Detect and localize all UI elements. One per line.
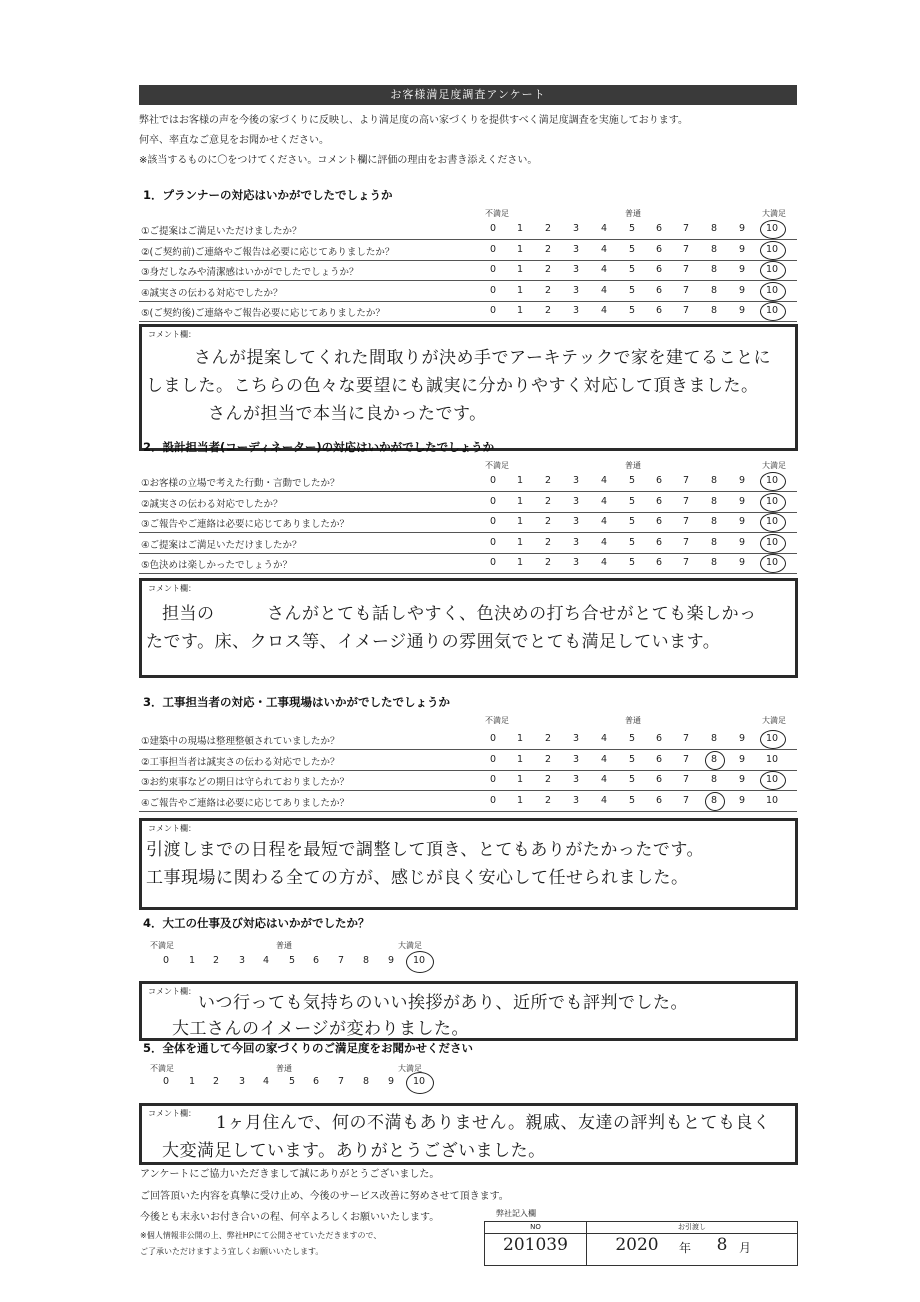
rating-option-0[interactable]: 0: [489, 284, 497, 296]
rating-option-1[interactable]: 1: [516, 753, 524, 765]
rating-option-2[interactable]: 2: [544, 495, 552, 507]
question-text: ④ご提案はご満足いただけましたか？: [141, 539, 302, 551]
rating-option-9[interactable]: 9: [738, 305, 746, 316]
rating-option-5[interactable]: 5: [288, 955, 296, 966]
rating-option-1[interactable]: 1: [516, 495, 524, 507]
comment-label: コメント欄：: [148, 1109, 196, 1118]
footer-line-2: ご回答頂いた内容を真摯に受け止め、今後のサービス改善に努めさせて頂きます。: [140, 1191, 509, 1202]
rating-option-6[interactable]: 6: [655, 516, 663, 527]
scale-low-label: 不満足: [485, 461, 509, 470]
rating-option-5[interactable]: 5: [628, 243, 636, 255]
rating-option-7[interactable]: 7: [682, 475, 690, 486]
rating-option-5[interactable]: 5: [628, 284, 636, 296]
rating-option-5[interactable]: 5: [628, 774, 636, 785]
selected-rating-circle: [760, 513, 786, 532]
rating-option-10[interactable]: 10: [765, 557, 779, 568]
rating-option-3[interactable]: 3: [572, 516, 580, 527]
section-2-comment-line-2: たです。床、クロス等、イメージ通りの雰囲気でとても満足しています。: [146, 632, 721, 652]
rating-option-6[interactable]: 6: [655, 536, 663, 548]
rating-option-3[interactable]: 3: [572, 223, 580, 234]
rating-option-2[interactable]: 2: [544, 753, 552, 765]
survey-title: お客様満足度調査アンケート: [390, 88, 546, 101]
rating-option-5[interactable]: 5: [628, 223, 636, 234]
rating-option-6[interactable]: 6: [655, 794, 663, 806]
rating-option-6[interactable]: 6: [655, 284, 663, 296]
selected-rating-circle: [760, 241, 786, 260]
rating-option-9[interactable]: 9: [738, 223, 746, 234]
rating-option-5[interactable]: 5: [628, 475, 636, 486]
rating-option-2[interactable]: 2: [212, 1076, 220, 1087]
rating-option-9[interactable]: 9: [738, 794, 746, 806]
footer-note-2: ご了承いただけますよう宜しくお願いいたします。: [140, 1247, 324, 1256]
rating-option-1[interactable]: 1: [516, 305, 524, 316]
rating-option-0[interactable]: 0: [489, 557, 497, 568]
question-row: [139, 553, 797, 574]
rating-option-7[interactable]: 7: [682, 284, 690, 296]
question-row: [139, 301, 797, 322]
rating-option-5[interactable]: 5: [628, 536, 636, 548]
rating-option-6[interactable]: 6: [655, 264, 663, 275]
rating-option-8[interactable]: 8: [710, 495, 718, 507]
rating-option-6[interactable]: 6: [312, 955, 320, 966]
rating-option-8[interactable]: 8: [710, 284, 718, 296]
rating-option-8[interactable]: 8: [710, 733, 718, 744]
rating-option-9[interactable]: 9: [738, 284, 746, 296]
rating-option-8[interactable]: 8: [710, 264, 718, 275]
section-3-comment-box: [139, 818, 798, 910]
rating-option-3[interactable]: 3: [572, 536, 580, 548]
rating-option-2[interactable]: 2: [544, 475, 552, 486]
rating-option-6[interactable]: 6: [655, 243, 663, 255]
rating-option-10[interactable]: 10: [765, 733, 779, 744]
selected-rating-circle: [705, 792, 725, 811]
rating-option-4[interactable]: 4: [600, 243, 608, 255]
rating-option-10[interactable]: 10: [765, 536, 779, 548]
rating-option-5[interactable]: 5: [628, 557, 636, 568]
rating-option-3[interactable]: 3: [572, 475, 580, 486]
rating-option-9[interactable]: 9: [738, 264, 746, 275]
comment-label: コメント欄：: [148, 824, 196, 833]
scale-low-label: 不満足: [150, 1064, 174, 1073]
question-text: ③身だしなみや清潔感はいかがでしたでしょうか？: [141, 267, 359, 278]
rating-option-0[interactable]: 0: [489, 774, 497, 785]
rating-option-3[interactable]: 3: [572, 264, 580, 275]
rating-option-1[interactable]: 1: [516, 243, 524, 255]
rating-option-8[interactable]: 8: [710, 794, 718, 806]
rating-option-3[interactable]: 3: [572, 753, 580, 765]
section-5-comment-box: [139, 1103, 798, 1165]
rating-option-2[interactable]: 2: [544, 305, 552, 316]
rating-option-1[interactable]: 1: [516, 774, 524, 785]
rating-option-6[interactable]: 6: [655, 557, 663, 568]
rating-option-8[interactable]: 8: [362, 955, 370, 966]
rating-option-7[interactable]: 7: [682, 243, 690, 255]
question-row: [139, 492, 797, 513]
handover-month: 8: [716, 1235, 728, 1255]
rating-option-0[interactable]: 0: [489, 223, 497, 234]
rating-option-1[interactable]: 1: [516, 264, 524, 275]
selected-rating-circle: [705, 751, 725, 770]
rating-option-8[interactable]: 8: [710, 516, 718, 527]
rating-option-0[interactable]: 0: [489, 794, 497, 806]
selected-rating-circle: [760, 493, 786, 512]
rating-option-3[interactable]: 3: [238, 1076, 246, 1087]
scale-high-label: 大満足: [762, 209, 786, 218]
section-1-title: 1．プランナーの対応はいかがでしたでしょうか: [143, 188, 393, 202]
selected-rating-circle: [760, 282, 786, 301]
question-text: ⑤色決めは楽しかったでしょうか？: [141, 560, 293, 571]
rating-option-7[interactable]: 7: [682, 516, 690, 527]
rating-option-7[interactable]: 7: [682, 733, 690, 744]
rating-option-3[interactable]: 3: [572, 733, 580, 744]
rating-option-4[interactable]: 4: [600, 264, 608, 275]
section-5-title: 5．全体を通して今回の家づくりのご満足度をお聞かせください: [143, 1041, 473, 1055]
question-row: [139, 471, 797, 492]
rating-option-6[interactable]: 6: [655, 753, 663, 765]
rating-option-4[interactable]: 4: [600, 774, 608, 785]
no-header: NO: [485, 1222, 587, 1234]
question-row: [139, 219, 797, 240]
question-text: ④ご報告やご連絡は必要に応じてありましたか？: [141, 797, 350, 809]
rating-option-9[interactable]: 9: [738, 516, 746, 527]
rating-option-0[interactable]: 0: [489, 516, 497, 527]
rating-option-7[interactable]: 7: [682, 264, 690, 275]
rating-option-10[interactable]: 10: [765, 516, 779, 527]
rating-option-6[interactable]: 6: [655, 223, 663, 234]
rating-option-1[interactable]: 1: [516, 284, 524, 296]
rating-option-4[interactable]: 4: [600, 475, 608, 486]
question-row: [139, 240, 797, 261]
section-1-comment-box: [139, 324, 798, 451]
selected-rating-circle: [760, 534, 786, 553]
comment-label: コメント欄：: [148, 584, 196, 593]
section-4-comment-box: [139, 981, 798, 1041]
scale-high-label: 大満足: [398, 941, 422, 950]
rating-option-10[interactable]: 10: [765, 284, 779, 296]
scale-mid-label: 普通: [276, 941, 292, 950]
rating-option-9[interactable]: 9: [387, 1076, 395, 1087]
rating-option-8[interactable]: 8: [710, 753, 718, 765]
rating-option-4[interactable]: 4: [600, 284, 608, 296]
selected-rating-circle: [406, 1072, 434, 1094]
rating-option-10[interactable]: 10: [765, 753, 779, 765]
question-text: ①お客様の立場で考えた行動・言動でしたか？: [141, 478, 340, 489]
section-5-comment-line-2: 大変満足しています。ありがとうございました。: [162, 1141, 546, 1161]
scale-low-label: 不満足: [485, 716, 509, 725]
selected-rating-circle: [760, 472, 786, 491]
question-row: [139, 260, 797, 281]
question-text: ④誠実さの伝わる対応でしたか？: [141, 287, 283, 299]
question-text: ③お約束事などの期日は守られておりましたか？: [141, 777, 350, 788]
selected-rating-circle: [760, 261, 786, 280]
question-row: [139, 512, 797, 533]
section-3-comment-line-2: 工事現場に関わる全ての方が、感じが良く安心して任せられました。: [146, 868, 689, 888]
rating-option-2[interactable]: 2: [544, 733, 552, 744]
rating-option-6[interactable]: 6: [655, 305, 663, 316]
rating-option-1[interactable]: 1: [188, 955, 196, 966]
rating-option-6[interactable]: 6: [655, 475, 663, 486]
rating-option-9[interactable]: 9: [738, 733, 746, 744]
rating-option-7[interactable]: 7: [337, 955, 345, 966]
office-use-table: [484, 1221, 798, 1266]
handover-header: お引渡し: [587, 1222, 797, 1234]
rating-option-2[interactable]: 2: [544, 516, 552, 527]
rating-option-3[interactable]: 3: [572, 243, 580, 255]
rating-option-1[interactable]: 1: [516, 557, 524, 568]
footer-line-3: 今後とも末永いお付き合いの程、何卒よろしくお願いいたします。: [140, 1212, 440, 1223]
rating-option-5[interactable]: 5: [628, 753, 636, 765]
rating-option-7[interactable]: 7: [682, 223, 690, 234]
handover-year: 2020: [615, 1235, 659, 1255]
section-2-comment-box: [139, 578, 798, 678]
rating-option-9[interactable]: 9: [738, 536, 746, 548]
question-row: [139, 281, 797, 302]
selected-rating-circle: [760, 771, 786, 790]
intro-line-2: 何卒、率直なご意見をお聞かせください。: [139, 135, 329, 146]
rating-option-2[interactable]: 2: [544, 243, 552, 255]
rating-option-4[interactable]: 4: [600, 733, 608, 744]
rating-option-7[interactable]: 7: [682, 495, 690, 507]
footer-line-1: アンケートにご協力いただきまして誠にありがとうございました。: [140, 1169, 440, 1180]
rating-option-5[interactable]: 5: [628, 733, 636, 744]
rating-option-2[interactable]: 2: [544, 223, 552, 234]
rating-option-2[interactable]: 2: [544, 264, 552, 275]
scale-mid-label: 普通: [625, 461, 641, 470]
rating-option-4[interactable]: 4: [600, 536, 608, 548]
question-text: ③ご報告やご連絡は必要に応じてありましたか？: [141, 519, 350, 530]
rating-option-4[interactable]: 4: [600, 557, 608, 568]
rating-option-5[interactable]: 5: [288, 1076, 296, 1087]
rating-option-9[interactable]: 9: [738, 495, 746, 507]
rating-option-8[interactable]: 8: [710, 475, 718, 486]
rating-option-7[interactable]: 7: [682, 774, 690, 785]
rating-option-10[interactable]: 10: [765, 495, 779, 507]
rating-option-3[interactable]: 3: [572, 495, 580, 507]
rating-option-3[interactable]: 3: [572, 557, 580, 568]
rating-option-4[interactable]: 4: [600, 223, 608, 234]
no-value: 201039: [503, 1235, 568, 1255]
selected-rating-circle: [760, 554, 786, 573]
rating-option-8[interactable]: 8: [710, 774, 718, 785]
section-1-comment-line-1: さんが提案してくれた間取りが決め手でアーキテックで家を建てることに: [194, 348, 771, 368]
rating-option-2[interactable]: 2: [544, 774, 552, 785]
scale-mid-label: 普通: [276, 1064, 292, 1073]
rating-option-4[interactable]: 4: [600, 794, 608, 806]
section-4-comment-line-2: 大工さんのイメージが変わりました。: [172, 1019, 469, 1039]
question-text: ②工事担当者は誠実さの伝わる対応でしたか？: [141, 756, 340, 768]
rating-option-7[interactable]: 7: [682, 794, 690, 806]
rating-option-5[interactable]: 5: [628, 516, 636, 527]
rating-option-10[interactable]: 10: [765, 243, 779, 255]
rating-option-1[interactable]: 1: [516, 794, 524, 806]
question-row: [139, 729, 797, 750]
rating-option-5[interactable]: 5: [628, 264, 636, 275]
selected-rating-circle: [760, 730, 786, 749]
rating-option-1[interactable]: 1: [516, 475, 524, 486]
rating-option-0[interactable]: 0: [489, 495, 497, 507]
rating-option-4[interactable]: 4: [600, 305, 608, 316]
comment-label: コメント欄：: [148, 330, 196, 339]
selected-rating-circle: [406, 951, 434, 973]
rating-option-8[interactable]: 8: [710, 557, 718, 568]
scale-mid-label: 普通: [625, 209, 641, 218]
rating-option-0[interactable]: 0: [489, 264, 497, 275]
section-2-title: 2．設計担当者(コーディネーター)の対応はいかがでしたでしょうか: [143, 440, 495, 454]
question-row: [139, 533, 797, 554]
rating-option-3[interactable]: 3: [572, 774, 580, 785]
rating-option-5[interactable]: 5: [628, 305, 636, 316]
rating-option-0[interactable]: 0: [489, 243, 497, 255]
question-text: ⑤(ご契約後)ご連絡やご報告必要に応じてありましたか？: [141, 308, 385, 319]
section-2-comment-line-1: 担当の さんがとても話しやすく、色決めの打ち合せがとても楽しかっ: [162, 604, 757, 624]
selected-rating-circle: [760, 302, 786, 321]
rating-option-8[interactable]: 8: [710, 305, 718, 316]
rating-option-0[interactable]: 0: [489, 753, 497, 765]
rating-option-1[interactable]: 1: [516, 536, 524, 548]
question-row: [139, 791, 797, 812]
rating-option-0[interactable]: 0: [162, 1076, 170, 1087]
rating-option-2[interactable]: 2: [544, 794, 552, 806]
rating-option-7[interactable]: 7: [682, 753, 690, 765]
rating-option-1[interactable]: 1: [516, 516, 524, 527]
rating-option-9[interactable]: 9: [738, 774, 746, 785]
rating-option-6[interactable]: 6: [655, 774, 663, 785]
table-divider: [586, 1222, 587, 1265]
rating-option-7[interactable]: 7: [682, 557, 690, 568]
scale-low-label: 不満足: [485, 209, 509, 218]
rating-option-2[interactable]: 2: [544, 284, 552, 296]
scale-mid-label: 普通: [625, 716, 641, 725]
rating-option-9[interactable]: 9: [387, 955, 395, 966]
rating-option-2[interactable]: 2: [544, 557, 552, 568]
section-4-comment-line-1: いつ行っても気持ちのいい挨拶があり、近所でも評判でした。: [198, 993, 688, 1013]
rating-option-3[interactable]: 3: [572, 305, 580, 316]
rating-option-10[interactable]: 10: [412, 1076, 426, 1087]
rating-option-0[interactable]: 0: [489, 475, 497, 486]
rating-option-6[interactable]: 6: [655, 495, 663, 507]
rating-option-9[interactable]: 9: [738, 243, 746, 255]
scale-high-label: 大満足: [762, 461, 786, 470]
rating-option-7[interactable]: 7: [682, 536, 690, 548]
rating-option-10[interactable]: 10: [765, 305, 779, 316]
rating-option-1[interactable]: 1: [516, 223, 524, 234]
rating-option-6[interactable]: 6: [312, 1076, 320, 1087]
question-text: ①ご提案はご満足いただけましたか？: [141, 226, 302, 237]
scale-high-label: 大満足: [398, 1064, 422, 1073]
scale-low-label: 不満足: [150, 941, 174, 950]
question-text: ②(ご契約前)ご連絡やご報告は必要に応じてありましたか？: [141, 246, 395, 258]
rating-option-0[interactable]: 0: [162, 955, 170, 966]
rating-option-4[interactable]: 4: [262, 955, 270, 966]
rating-option-10[interactable]: 10: [765, 794, 779, 806]
rating-option-9[interactable]: 9: [738, 557, 746, 568]
rating-option-2[interactable]: 2: [544, 536, 552, 548]
rating-option-4[interactable]: 4: [600, 753, 608, 765]
question-text: ①建築中の現場は整理整頓されていましたか？: [141, 736, 340, 747]
rating-option-4[interactable]: 4: [262, 1076, 270, 1087]
survey-title-bar: [139, 85, 797, 105]
rating-option-0[interactable]: 0: [489, 536, 497, 548]
section-3-title: 3．工事担当者の対応・工事現場はいかがでしたでしょうか: [143, 695, 450, 709]
rating-option-10[interactable]: 10: [765, 475, 779, 486]
rating-option-9[interactable]: 9: [738, 475, 746, 486]
rating-option-5[interactable]: 5: [628, 794, 636, 806]
comment-label: コメント欄：: [148, 987, 196, 996]
question-row: [139, 770, 797, 791]
question-row: [139, 750, 797, 771]
rating-option-1[interactable]: 1: [188, 1076, 196, 1087]
footer-note-1: ※個人情報非公開の上、弊社HPにて公開させていただきますので、: [140, 1231, 382, 1240]
rating-option-1[interactable]: 1: [516, 733, 524, 744]
section-3-comment-line-1: 引渡しまでの日程を最短で調整して頂き、とてもありがたかったです。: [146, 840, 704, 860]
rating-option-8[interactable]: 8: [362, 1076, 370, 1087]
section-1-comment-line-2: しました。こちらの色々な要望にも誠実に分かりやすく対応して頂きました。: [146, 376, 759, 396]
office-use-label: 弊社記入欄: [496, 1209, 536, 1218]
intro-line-3: ※該当するものに〇をつけてください。コメント欄に評価の理由をお書き添えください。: [139, 155, 538, 166]
section-1-comment-line-3: さんが担当で本当に良かったです。: [208, 404, 487, 424]
rating-option-10[interactable]: 10: [412, 955, 426, 966]
rating-option-2[interactable]: 2: [212, 955, 220, 966]
question-text: ②誠実さの伝わる対応でしたか？: [141, 498, 283, 510]
rating-option-3[interactable]: 3: [572, 794, 580, 806]
selected-rating-circle: [760, 220, 786, 239]
rating-option-9[interactable]: 9: [738, 753, 746, 765]
rating-option-6[interactable]: 6: [655, 733, 663, 744]
rating-option-10[interactable]: 10: [765, 774, 779, 785]
scale-high-label: 大満足: [762, 716, 786, 725]
rating-option-7[interactable]: 7: [337, 1076, 345, 1087]
rating-option-8[interactable]: 8: [710, 243, 718, 255]
rating-option-0[interactable]: 0: [489, 305, 497, 316]
rating-option-8[interactable]: 8: [710, 223, 718, 234]
rating-option-10[interactable]: 10: [765, 264, 779, 275]
rating-option-3[interactable]: 3: [238, 955, 246, 966]
rating-option-0[interactable]: 0: [489, 733, 497, 744]
rating-option-4[interactable]: 4: [600, 495, 608, 507]
rating-option-3[interactable]: 3: [572, 284, 580, 296]
month-unit: 月: [738, 1241, 751, 1255]
intro-line-1: 弊社ではお客様の声を今後の家づくりに反映し、より満足度の高い家づくりを提供すべく満足度調査を実施しております。: [139, 115, 688, 126]
rating-option-4[interactable]: 4: [600, 516, 608, 527]
rating-option-8[interactable]: 8: [710, 536, 718, 548]
rating-option-10[interactable]: 10: [765, 223, 779, 234]
section-4-title: 4．大工の仕事及び対応はいかがでしたか？: [143, 916, 370, 930]
year-unit: 年: [678, 1241, 691, 1255]
section-5-comment-line-1: 1ヶ月住んで、何の不満もありません。親戚、友達の評判もとても良く: [216, 1113, 771, 1133]
rating-option-7[interactable]: 7: [682, 305, 690, 316]
rating-option-5[interactable]: 5: [628, 495, 636, 507]
